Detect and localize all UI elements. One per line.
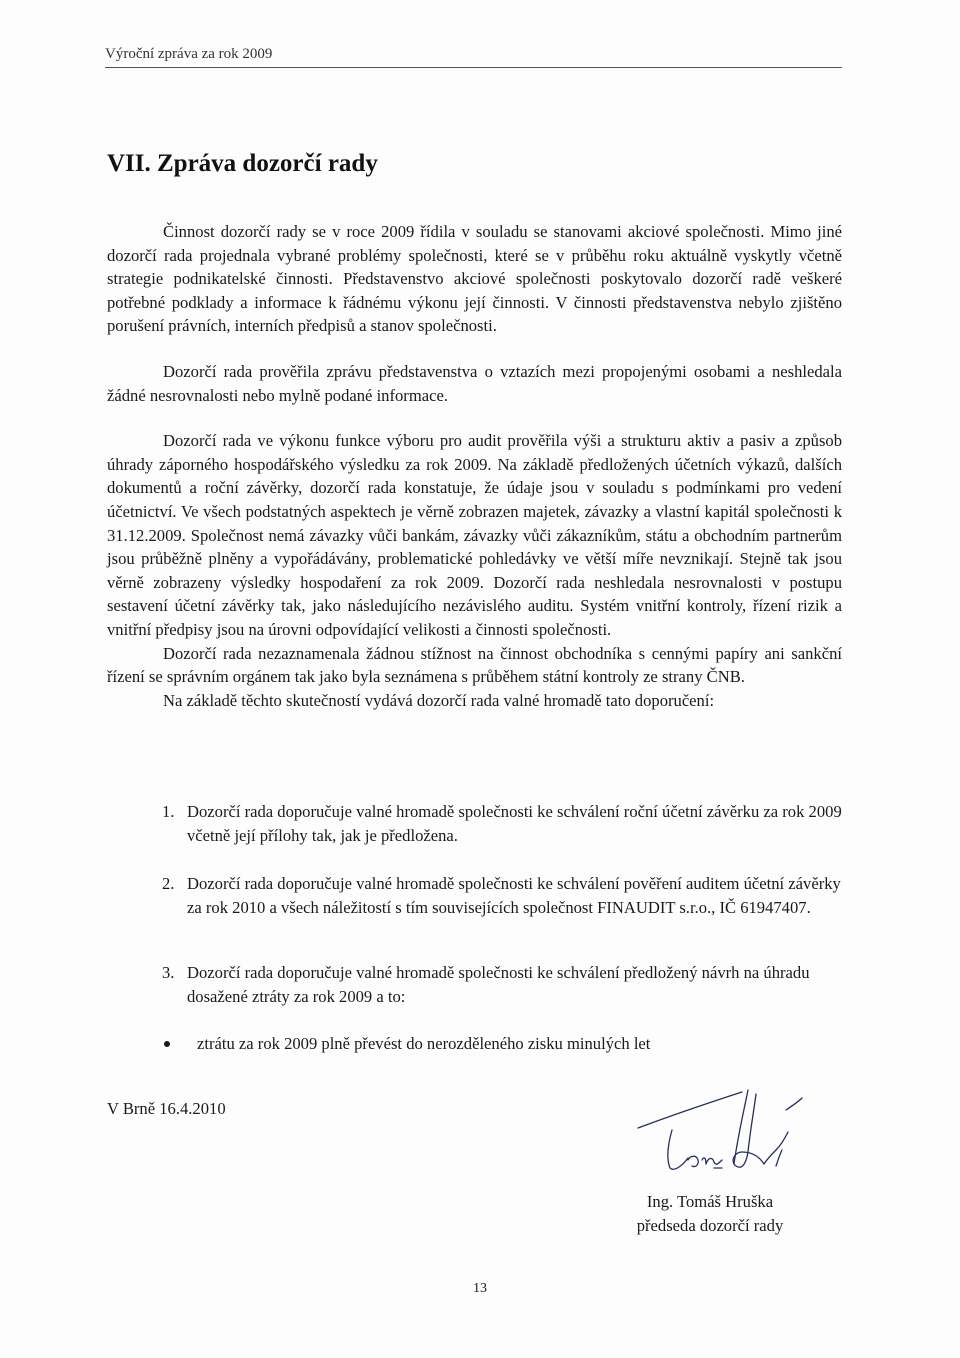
recommendation-text: Dozorčí rada doporučuje valné hromadě společnosti ke schválení roční účetní závěrku za rok 2009 včetně její přílohy tak, jak je předložena.: [187, 802, 842, 845]
paragraph-audit: Dozorčí rada ve výkonu funkce výboru pro audit prověřila výši a strukturu aktiv a pasiv a způsob úhrady záporného hospodářského výsledku za rok 2009. Na základě předložených účetních výkazů, dalších dokumentů a roční závěrky, dozorčí rada konstatuje, že údaje jsou v souladu s podmínkami pro vedení účetnictví. Ve všech podstatných aspektech je věrně zobrazen majetek, závazky a vlastní kapitál společnosti k 31.12.2009. Společnost nemá závazky vůči bankám, závazky vůči zákazníkům, státu a obchodním partnerům jsou průběžně plněny a vypořádávány, problematické pohledávky ve větší míře nevznikají. Stejně tak jsou věrně zobrazeny výsledky hospodaření za rok 2009. Dozorčí rada neshledala nesrovnalosti v postupu sestavení účetní závěrky tak, jako následujícího nezávislého auditu. Systém vnitřní kontroly, řízení rizik a vnitřní předpisy jsou na úrovni odpovídající velikosti a činnosti společnosti.: [107, 431, 842, 639]
bullet-item: [162, 1032, 842, 1056]
running-header: Výroční zpráva za rok 2009: [105, 46, 273, 62]
recommendation-number: 1.: [162, 802, 175, 821]
signer-block: [610, 1190, 810, 1237]
paragraph-activity: Činnost dozorčí rady se v roce 2009 řídila v souladu se stanovami akciové společnosti. Mimo jiné dozorčí rada projednala vybrané problémy společnosti, které se v průběhu roku aktuálně vyskytly včetně strategie podnikatelské činnosti. Představenstvo akciové společnosti poskytovalo dozorčí radě veškeré potřebné podklady a informace k řádnému výkonu její činnosti. V činnosti představenstva nebylo zjištěno porušení právních, interních předpisů a stanov společnosti.: [107, 222, 842, 336]
bullet-text: ztrátu za rok 2009 plně převést do nerozděleného zisku minulých let: [197, 1034, 651, 1053]
recommendation-text: Dozorčí rada doporučuje valné hromadě společnosti ke schválení předložený návrh na úhradu dosažené ztráty za rok 2009 a to:: [187, 963, 810, 1006]
page-number: 13: [473, 1281, 487, 1296]
handwritten-signature-icon: [630, 1080, 810, 1190]
paragraph-related-parties: Dozorčí rada prověřila zprávu představenstva o vztazích mezi propojenými osobami a neshledala žádné nesrovnalosti nebo mylně podané informace.: [107, 361, 842, 405]
recommendation-item: [162, 961, 842, 1008]
place-date: V Brně 16.4.2010: [107, 1099, 226, 1118]
bullet-dot-icon: [164, 1041, 170, 1047]
header-rule: [105, 67, 842, 68]
recommendation-item: [162, 800, 842, 847]
paragraph-complaints: Dozorčí rada nezaznamenala žádnou stížnost na činnost obchodníka s cennými papíry ani sankční řízení se správním orgánem tak jako byla seznámena s průběhem státní kontroly ze strany ČNB.: [107, 643, 842, 687]
recommendation-text: Dozorčí rada doporučuje valné hromadě společnosti ke schválení pověření auditem účetní závěrky za rok 2010 a všech náležitostí s tím souvisejících společnost FINAUDIT s.r.o., IČ 61947407.: [187, 874, 841, 917]
recommendation-number: 2.: [162, 874, 175, 893]
report-body: [107, 220, 842, 712]
chapter-title: VII. Zpráva dozorčí rady: [107, 150, 378, 177]
signer-role: předseda dozorčí rady: [636, 1215, 784, 1235]
signer-name: Ing. Tomáš Hruška: [646, 1192, 774, 1211]
recommendation-item: [162, 872, 842, 919]
recommendation-number: 3.: [162, 963, 175, 982]
paragraph-recommendations-intro: Na základě těchto skutečností vydává dozorčí rada valné hromadě tato doporučení:: [163, 690, 715, 710]
